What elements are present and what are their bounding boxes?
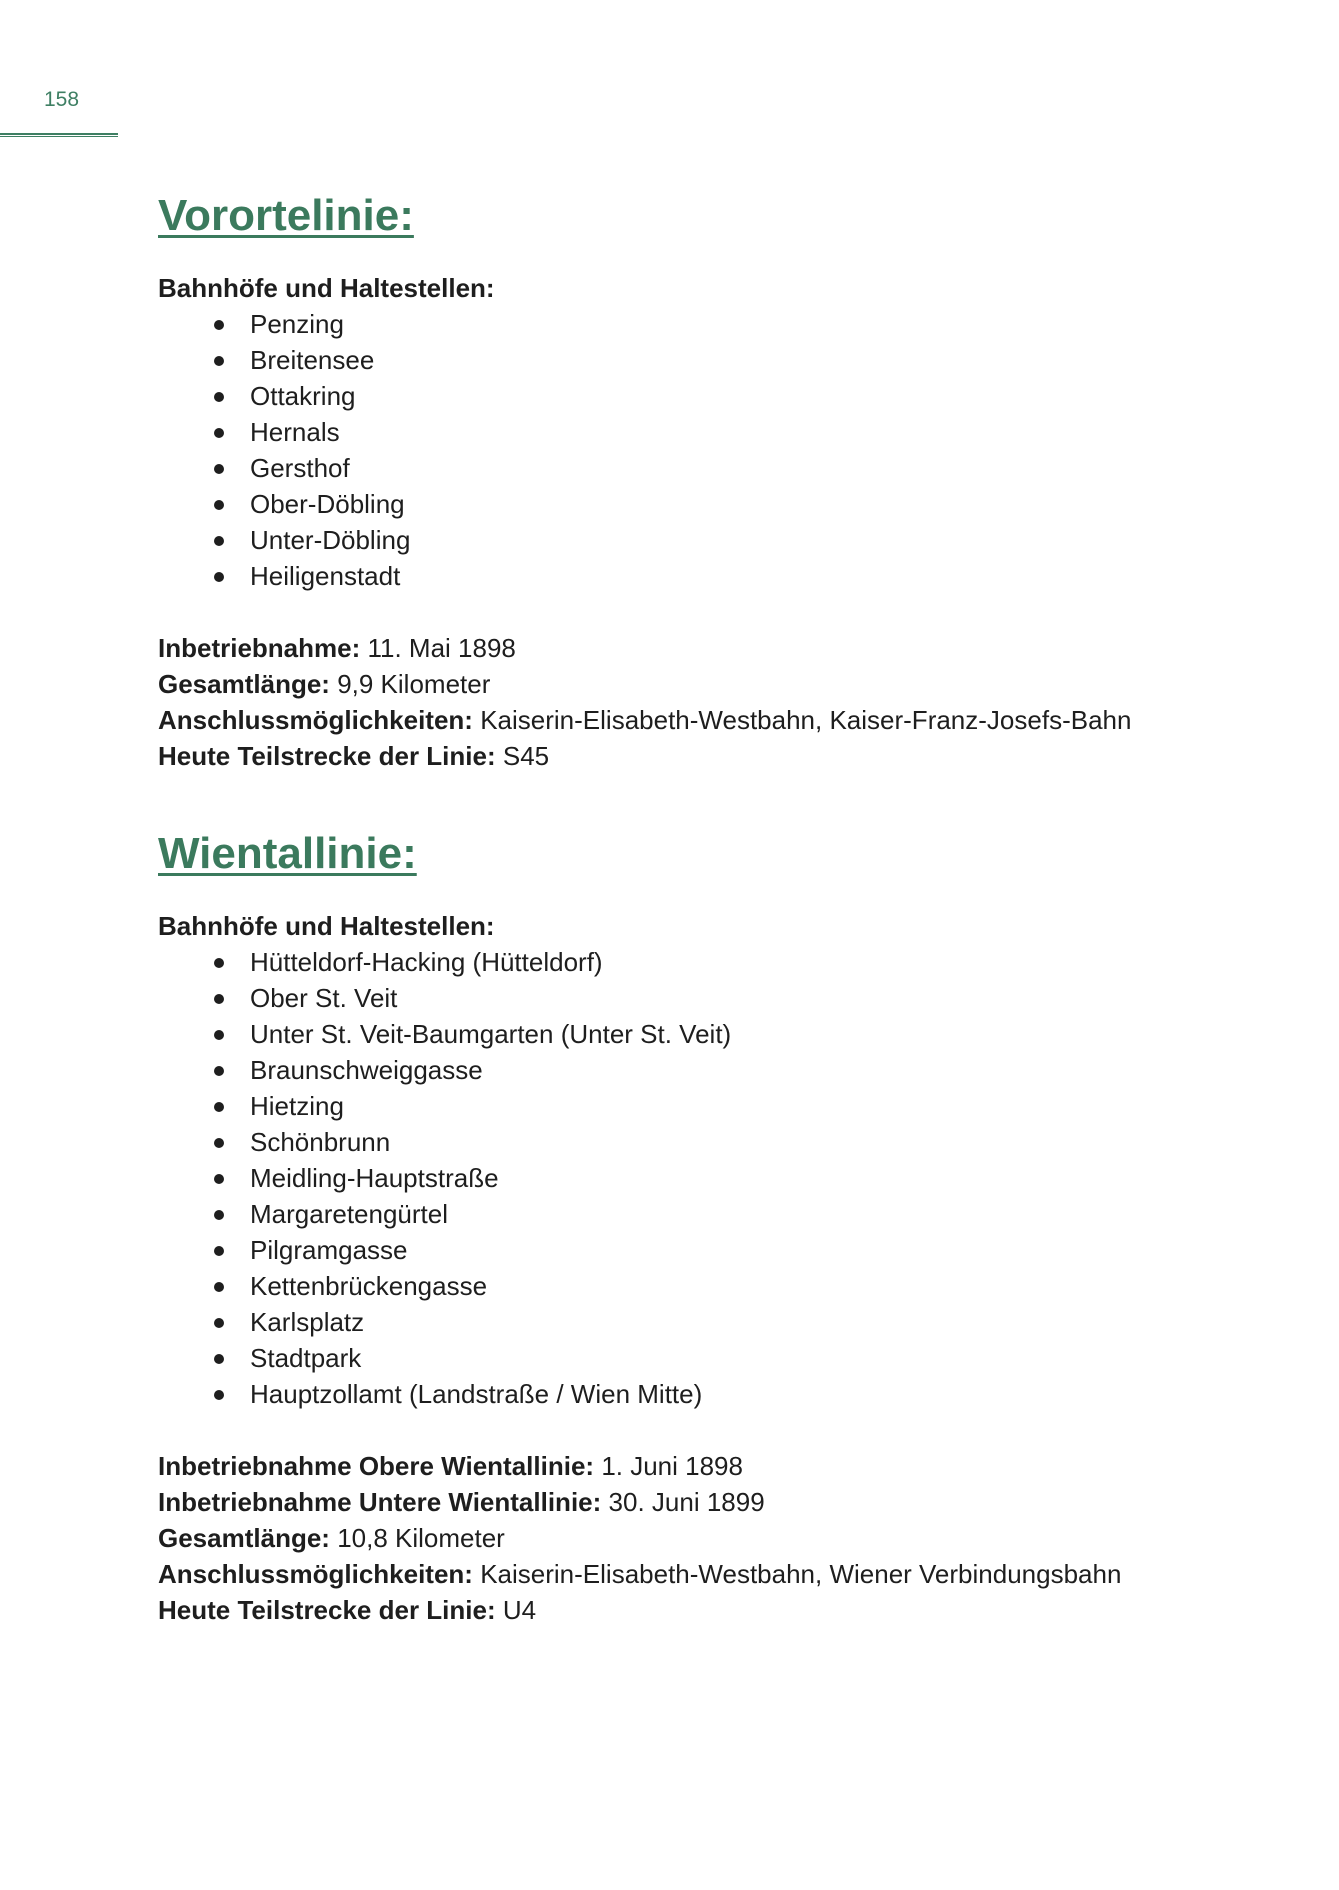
list-item: Ober-Döbling: [214, 486, 1278, 522]
stations-list: [158, 944, 1278, 1412]
line-section: [158, 186, 1278, 774]
list-item: Ottakring: [214, 378, 1278, 414]
stations-list: [158, 306, 1278, 594]
fact-row: [158, 1520, 1278, 1556]
fact-value: Kaiserin-Elisabeth-Westbahn, Wiener Verbindungsbahn: [480, 1559, 1122, 1589]
fact-label: Inbetriebnahme Obere Wientallinie:: [158, 1451, 595, 1481]
fact-row: [158, 666, 1278, 702]
fact-row: [158, 1592, 1278, 1628]
fact-row: [158, 1484, 1278, 1520]
list-item: Schönbrunn: [214, 1124, 1278, 1160]
list-item: Gersthof: [214, 450, 1278, 486]
page-number: 158: [44, 88, 80, 111]
fact-value: S45: [502, 741, 550, 771]
section-title: Vorortelinie:: [158, 191, 414, 240]
list-item: Heiligenstadt: [214, 558, 1278, 594]
fact-value: 1. Juni 1898: [601, 1451, 743, 1481]
header-rule-thin: [0, 136, 118, 137]
fact-value: U4: [502, 1595, 537, 1625]
list-item: Hernals: [214, 414, 1278, 450]
list-item: Hietzing: [214, 1088, 1278, 1124]
stations-label: Bahnhöfe und Haltestellen:: [158, 911, 495, 941]
list-item: Hütteldorf-Hacking (Hütteldorf): [214, 944, 1278, 980]
list-item: Kettenbrückengasse: [214, 1268, 1278, 1304]
fact-label: Heute Teilstrecke der Linie:: [158, 1595, 496, 1625]
fact-row: [158, 738, 1278, 774]
fact-row: [158, 1448, 1278, 1484]
section-title: Wientallinie:: [158, 829, 417, 878]
fact-label: Anschlussmöglichkeiten:: [158, 705, 473, 735]
list-item: Margaretengürtel: [214, 1196, 1278, 1232]
page-content: [158, 186, 1278, 1628]
list-item: Unter St. Veit-Baumgarten (Unter St. Veit): [214, 1016, 1278, 1052]
line-section: [158, 824, 1278, 1628]
fact-value: 9,9 Kilometer: [337, 669, 491, 699]
list-item: Penzing: [214, 306, 1278, 342]
facts-block: [158, 1448, 1278, 1628]
fact-label: Anschlussmöglichkeiten:: [158, 1559, 473, 1589]
fact-label: Gesamtlänge:: [158, 1523, 330, 1553]
fact-label: Gesamtlänge:: [158, 669, 330, 699]
list-item: Unter-Döbling: [214, 522, 1278, 558]
header-rule: [0, 133, 118, 135]
list-item: Stadtpark: [214, 1340, 1278, 1376]
list-item: Karlsplatz: [214, 1304, 1278, 1340]
fact-value: Kaiserin-Elisabeth-Westbahn, Kaiser-Franz-Josefs-Bahn: [480, 705, 1132, 735]
fact-label: Heute Teilstrecke der Linie:: [158, 741, 496, 771]
fact-value: 10,8 Kilometer: [337, 1523, 505, 1553]
list-item: Breitensee: [214, 342, 1278, 378]
list-item: Meidling-Hauptstraße: [214, 1160, 1278, 1196]
list-item: Hauptzollamt (Landstraße / Wien Mitte): [214, 1376, 1278, 1412]
fact-row: [158, 1556, 1278, 1592]
fact-value: 30. Juni 1899: [608, 1487, 765, 1517]
list-item: Braunschweiggasse: [214, 1052, 1278, 1088]
fact-row: [158, 630, 1278, 666]
list-item: Pilgramgasse: [214, 1232, 1278, 1268]
facts-block: [158, 630, 1278, 774]
fact-label: Inbetriebnahme:: [158, 633, 361, 663]
fact-value: 11. Mai 1898: [367, 633, 516, 663]
list-item: Ober St. Veit: [214, 980, 1278, 1016]
fact-row: [158, 702, 1278, 738]
stations-label: Bahnhöfe und Haltestellen:: [158, 273, 495, 303]
fact-label: Inbetriebnahme Untere Wientallinie:: [158, 1487, 602, 1517]
